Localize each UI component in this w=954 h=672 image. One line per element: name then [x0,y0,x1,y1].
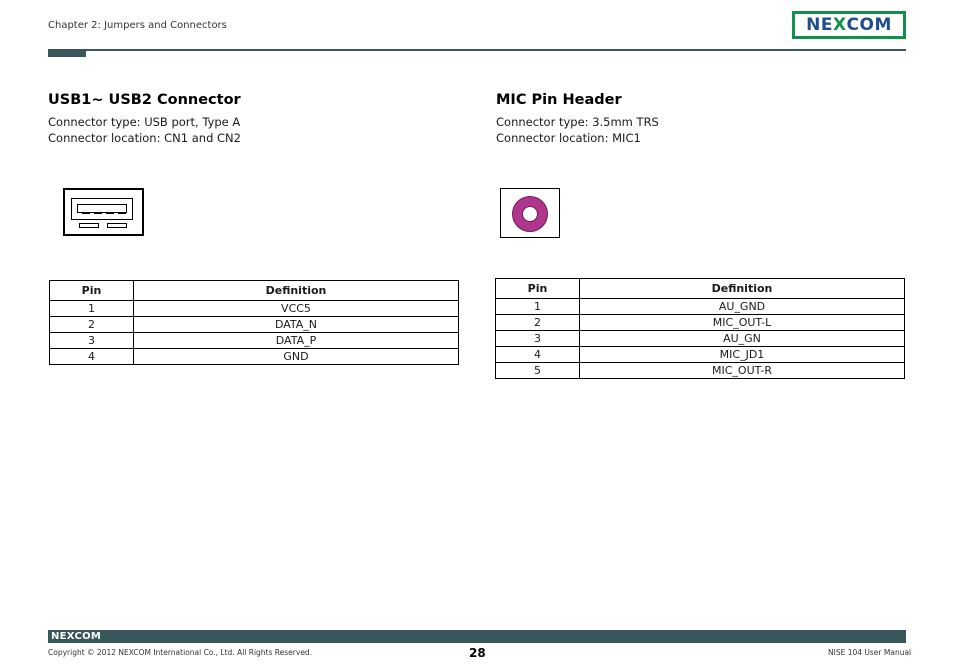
page-number: 28 [469,646,486,660]
logo-text-left: NE [806,15,833,35]
manual-title: NISE 104 User Manual [828,648,912,657]
usb-section [48,92,241,146]
mic-jack-diagram [500,188,560,238]
header-tab [48,49,86,57]
footer-square [897,637,904,643]
pin-number: 5 [496,363,580,379]
pin-number: 4 [50,349,134,365]
usb-pin-table [49,280,459,365]
pin-number: 4 [496,347,580,363]
pin-number: 1 [50,301,134,317]
table-row [496,347,905,363]
pin-definition: MIC_OUT-L [580,315,905,331]
copyright-text: Copyright © 2012 NEXCOM International Co., Ltd. All Rights Reserved. [48,648,313,657]
pin-definition: GND [134,349,459,365]
usb-foot [107,223,127,228]
usb-pin [106,212,114,214]
table-row [496,331,905,347]
pin-number: 3 [496,331,580,347]
usb-pin [94,212,102,214]
column-header-definition: Definition [134,281,459,301]
table-header-row [50,281,459,301]
pin-definition: MIC_JD1 [580,347,905,363]
table-row [50,349,459,365]
usb-pin [118,212,126,214]
table-row [50,317,459,333]
pin-definition: DATA_P [134,333,459,349]
pin-definition: AU_GN [580,331,905,347]
usb-connector-location: Connector location: CN1 and CN2 [48,131,241,145]
pin-definition: AU_GND [580,299,905,315]
column-header-pin: Pin [50,281,134,301]
usb-foot [79,223,99,228]
pin-number: 3 [50,333,134,349]
mic-connector-type: Connector type: 3.5mm TRS [496,115,659,129]
mic-jack-hole [522,206,538,222]
pin-definition: MIC_OUT-R [580,363,905,379]
mic-connector-location: Connector location: MIC1 [496,131,641,145]
mic-pin-table [495,278,905,379]
pin-definition: VCC5 [134,301,459,317]
pin-number: 1 [496,299,580,315]
mic-jack-ring [512,196,548,232]
column-header-pin: Pin [496,279,580,299]
logo-text-right: COM [846,15,892,35]
table-header-row [496,279,905,299]
footer-bar [48,630,906,643]
usb-connector-diagram [63,188,144,236]
footer-squares-icon [888,630,906,644]
column-header-definition: Definition [580,279,905,299]
pin-definition: DATA_N [134,317,459,333]
pin-number: 2 [496,315,580,331]
usb-title: USB1~ USB2 Connector [48,92,241,108]
footer-square [888,637,895,643]
usb-pin [82,212,90,214]
table-row [50,301,459,317]
logo-text-x: X [832,15,847,35]
chapter-heading: Chapter 2: Jumpers and Connectors [48,20,227,31]
footer-square [888,630,895,636]
pin-number: 2 [50,317,134,333]
mic-title: MIC Pin Header [496,92,622,108]
table-row [496,299,905,315]
table-row [496,315,905,331]
table-row [50,333,459,349]
footer-logo: NEXCOM [51,631,102,642]
mic-section [496,92,659,146]
header-rule [48,49,906,51]
usb-connector-type: Connector type: USB port, Type A [48,115,241,129]
nexcom-logo [792,11,906,39]
table-row [496,363,905,379]
